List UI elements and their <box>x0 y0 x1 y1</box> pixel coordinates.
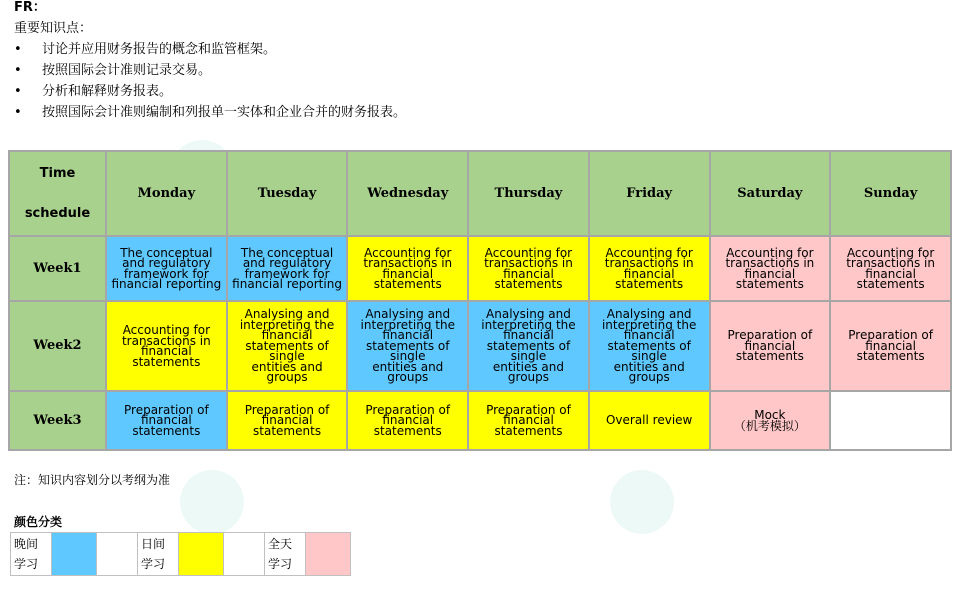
legend-gap <box>224 533 265 576</box>
table-row <box>9 236 951 301</box>
schedule-cell: Analysing and interpreting the financial statements of single entities and groups <box>589 301 710 391</box>
week-label: Week2 <box>9 301 106 391</box>
key-points-list <box>14 39 406 123</box>
schedule-cell: Analysing and interpreting the financial statements of single entities and groups <box>468 301 589 391</box>
schedule-cell: Overall review <box>589 391 710 450</box>
day-header: Wednesday <box>347 151 468 236</box>
table-row <box>9 301 951 391</box>
schedule-cell <box>830 391 951 450</box>
day-header: Tuesday <box>227 151 348 236</box>
table-header-row <box>9 151 951 236</box>
schedule-cell: Preparation of financial statements <box>106 391 227 450</box>
schedule-cell: Preparation of financial statements <box>347 391 468 450</box>
exam-title: FR： <box>14 0 46 15</box>
day-header: Friday <box>589 151 710 236</box>
table-row <box>9 391 951 450</box>
schedule-cell: Preparation of financial statements <box>468 391 589 450</box>
schedule-cell: The conceptual and regulatory framework for financial reporting <box>106 236 227 301</box>
week-label: Week3 <box>9 391 106 450</box>
legend-swatch-fullday <box>306 533 351 576</box>
schedule-cell: Preparation of financial statements <box>710 301 831 391</box>
schedule-cell: Preparation of financial statements <box>227 391 348 450</box>
day-header: Thursday <box>468 151 589 236</box>
key-point: • 按照国际会计准则编制和列报单一实体和企业合并的财务报表。 <box>14 102 406 123</box>
legend-label-evening: 晚间 学习 <box>11 533 52 576</box>
schedule-cell: Mock （机考模拟） <box>710 391 831 450</box>
schedule-cell: Accounting for transactions in financial statements <box>347 236 468 301</box>
legend-swatch-daytime <box>179 533 224 576</box>
schedule-cell: Analysing and interpreting the financial statements of single entities and groups <box>227 301 348 391</box>
schedule-cell: Accounting for transactions in financial statements <box>830 236 951 301</box>
key-point: • 按照国际会计准则记录交易。 <box>14 60 406 81</box>
watermark-logo <box>180 470 244 534</box>
legend-title: 颜色分类 <box>14 515 63 529</box>
key-point: • 讨论并应用财务报告的概念和监管框架。 <box>14 39 406 60</box>
legend-swatch-evening <box>52 533 97 576</box>
color-legend <box>10 532 351 576</box>
week-label: Week1 <box>9 236 106 301</box>
key-point: • 分析和解释财务报表。 <box>14 81 406 102</box>
day-header: Sunday <box>830 151 951 236</box>
schedule-cell: Accounting for transactions in financial statements <box>468 236 589 301</box>
header <box>14 0 406 123</box>
schedule-cell: Preparation of financial statements <box>830 301 951 391</box>
legend-gap <box>97 533 138 576</box>
time-schedule-header: Time schedule <box>9 151 106 236</box>
schedule-cell: Accounting for transactions in financial statements <box>589 236 710 301</box>
day-header: Saturday <box>710 151 831 236</box>
schedule-cell: The conceptual and regulatory framework for financial reporting <box>227 236 348 301</box>
legend-label-fullday: 全天 学习 <box>265 533 306 576</box>
watermark-logo <box>610 470 674 534</box>
legend-label-daytime: 日间 学习 <box>138 533 179 576</box>
schedule-cell: Accounting for transactions in financial statements <box>106 301 227 391</box>
schedule-cell: Analysing and interpreting the financial statements of single entities and groups <box>347 301 468 391</box>
day-header: Monday <box>106 151 227 236</box>
syllabus-note: 注：知识内容划分以考纲为准 <box>14 473 171 487</box>
key-points-heading: 重要知识点： <box>14 21 93 36</box>
study-schedule-table <box>8 150 952 451</box>
schedule-cell: Accounting for transactions in financial statements <box>710 236 831 301</box>
